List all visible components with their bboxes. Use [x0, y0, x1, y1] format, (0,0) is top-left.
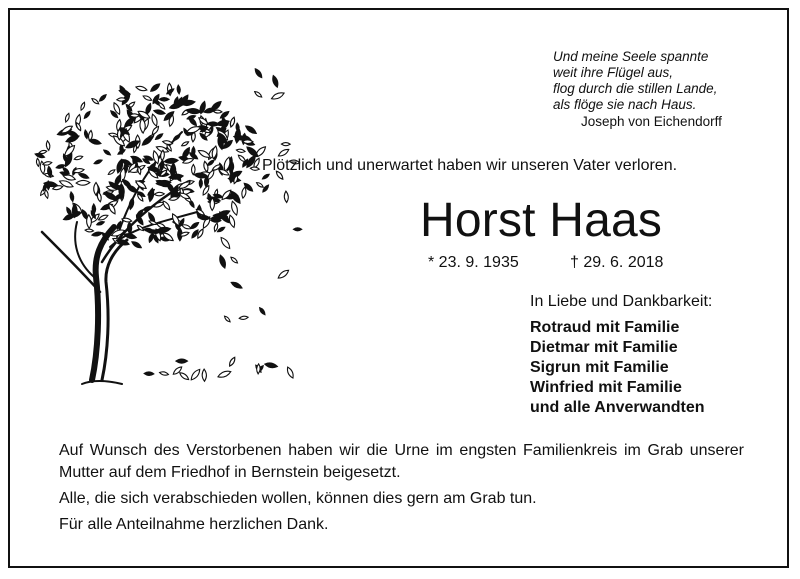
leaf-shape [198, 215, 210, 220]
leaf-shape [203, 161, 209, 172]
mourner-item: und alle Anverwandten [530, 399, 705, 416]
leaf-shape [228, 214, 236, 228]
mourner-item: Dietmar mit Familie [530, 339, 678, 356]
leaf-shape [78, 172, 90, 180]
leaf-shape [83, 110, 91, 119]
leaf-shape [284, 191, 289, 203]
leaf-shape [154, 132, 163, 140]
leaf-shape [254, 68, 264, 79]
footer-text [59, 440, 744, 536]
leaf-shape [186, 108, 201, 114]
leaf-shape [189, 368, 201, 381]
leaf-shape [202, 369, 207, 381]
leaf-shape [80, 102, 86, 111]
leaf-shape [172, 133, 181, 141]
leaf-shape [213, 110, 222, 114]
leaf-shape [258, 307, 266, 316]
leaf-shape [98, 94, 107, 103]
leaf-shape [239, 316, 248, 320]
deceased-name: Horst Haas [420, 194, 663, 247]
tree-leaves [35, 68, 302, 382]
leaf-shape [250, 167, 259, 171]
leaf-shape [42, 161, 52, 166]
leaf-shape [69, 192, 74, 202]
footer-paragraph: Alle, die sich verabschieden wollen, können dies gern am Grab tun. [59, 490, 537, 507]
leaf-shape [93, 159, 102, 165]
leaf-shape [159, 160, 164, 171]
leaf-shape [176, 359, 188, 363]
poem-author: Joseph von Eichendorff [581, 114, 722, 129]
poem-line: flog durch die stillen Lande, [553, 81, 718, 96]
leaf-shape [144, 372, 154, 376]
leaf-shape [179, 371, 190, 381]
windblown-tree-icon [22, 62, 312, 392]
birth-date: * 23. 9. 1935 [428, 254, 519, 271]
leaf-shape [210, 198, 215, 211]
leaf-shape [219, 236, 231, 250]
leaf-shape [177, 85, 181, 94]
leaf-shape [244, 124, 257, 135]
poem-line: Und meine Seele spannte [553, 49, 709, 64]
intro-text: Plötzlich und unerwartet haben wir unseren Vater verloren. [262, 157, 678, 174]
leaf-shape [92, 204, 96, 214]
leaf-shape [139, 118, 145, 133]
leaf-shape [91, 231, 102, 237]
leaf-shape [164, 158, 178, 164]
leaf-shape [107, 169, 115, 176]
leaf-shape [159, 371, 169, 376]
leaf-shape [74, 155, 83, 161]
leaf-shape [152, 150, 160, 164]
leaf-shape [46, 141, 51, 151]
trunk-stroke [102, 240, 127, 380]
mourner-list [530, 318, 705, 418]
leaf-shape [88, 138, 101, 146]
leaf-shape [39, 150, 47, 155]
leaf-shape [159, 98, 169, 101]
leaf-shape [141, 135, 154, 147]
ground-line [82, 381, 122, 384]
leaf-shape [91, 97, 100, 105]
leaf-shape [271, 91, 286, 101]
leaf-shape [241, 187, 247, 199]
leaf-shape [131, 240, 142, 249]
leaf-shape [142, 95, 152, 102]
footer-paragraph: Für alle Anteilnahme herzlichen Dank. [59, 516, 329, 533]
leaf-shape [207, 121, 219, 126]
leaf-shape [154, 192, 164, 196]
leaf-shape [286, 366, 295, 379]
poem-line: weit ihre Flügel aus, [553, 65, 674, 80]
leaf-shape [230, 281, 243, 290]
leaf-shape [142, 206, 152, 212]
leaf-shape [228, 356, 236, 367]
leaf-shape [218, 254, 227, 268]
leaf-shape [229, 117, 236, 128]
leaf-shape [150, 113, 158, 126]
mourner-item: Winfried mit Familie [530, 379, 682, 396]
leaf-shape [158, 101, 166, 110]
leaf-shape [64, 113, 70, 123]
leaf-shape [135, 85, 147, 92]
leaf-shape [36, 158, 40, 166]
leaf-shape [254, 90, 263, 98]
leaf-shape [76, 180, 90, 185]
leaf-shape [125, 184, 138, 195]
footer-paragraph: Auf Wunsch des Verstorbenen haben wir die Urne im engsten Familienkreis im Grab unserer Mutter auf dem Friedhof in Bernstein beigesetzt. [59, 442, 744, 481]
leaf-shape [281, 142, 290, 145]
leaf-shape [256, 181, 264, 188]
leaf-shape [103, 149, 112, 156]
poem-line: als flöge sie nach Haus. [553, 97, 697, 112]
mourner-item: Rotraud mit Familie [530, 319, 680, 336]
leaf-shape [293, 228, 301, 231]
leaf-shape [271, 75, 279, 88]
leaf-shape [96, 221, 105, 226]
death-date: † 29. 6. 2018 [570, 254, 664, 271]
leaf-shape [237, 154, 246, 163]
leaf-shape [230, 256, 239, 264]
leaf-shape [162, 200, 172, 211]
leaf-shape [151, 125, 160, 136]
leaf-shape [223, 315, 231, 323]
poem [553, 49, 783, 113]
leaf-shape [84, 130, 89, 139]
leaf-shape [199, 179, 202, 188]
leaf-shape [181, 141, 189, 147]
leaf-shape [264, 362, 277, 369]
leaf-shape [236, 149, 245, 154]
leaf-shape [119, 89, 131, 96]
leaf-shape [85, 229, 94, 233]
leaf-shape [191, 164, 195, 174]
leaf-shape [86, 215, 91, 229]
leaf-shape [149, 82, 161, 92]
leaf-shape [277, 268, 290, 279]
leaf-shape [153, 109, 165, 116]
leaf-shape [217, 369, 232, 379]
leaf-shape [42, 182, 48, 191]
thanks-heading: In Liebe und Dankbarkeit: [530, 293, 713, 310]
branch-stroke [42, 232, 100, 292]
leaf-shape [96, 191, 102, 202]
leaf-shape [242, 140, 253, 144]
mourner-item: Sigrun mit Familie [530, 359, 669, 376]
leaf-shape [187, 114, 196, 120]
leaf-shape [128, 198, 134, 210]
